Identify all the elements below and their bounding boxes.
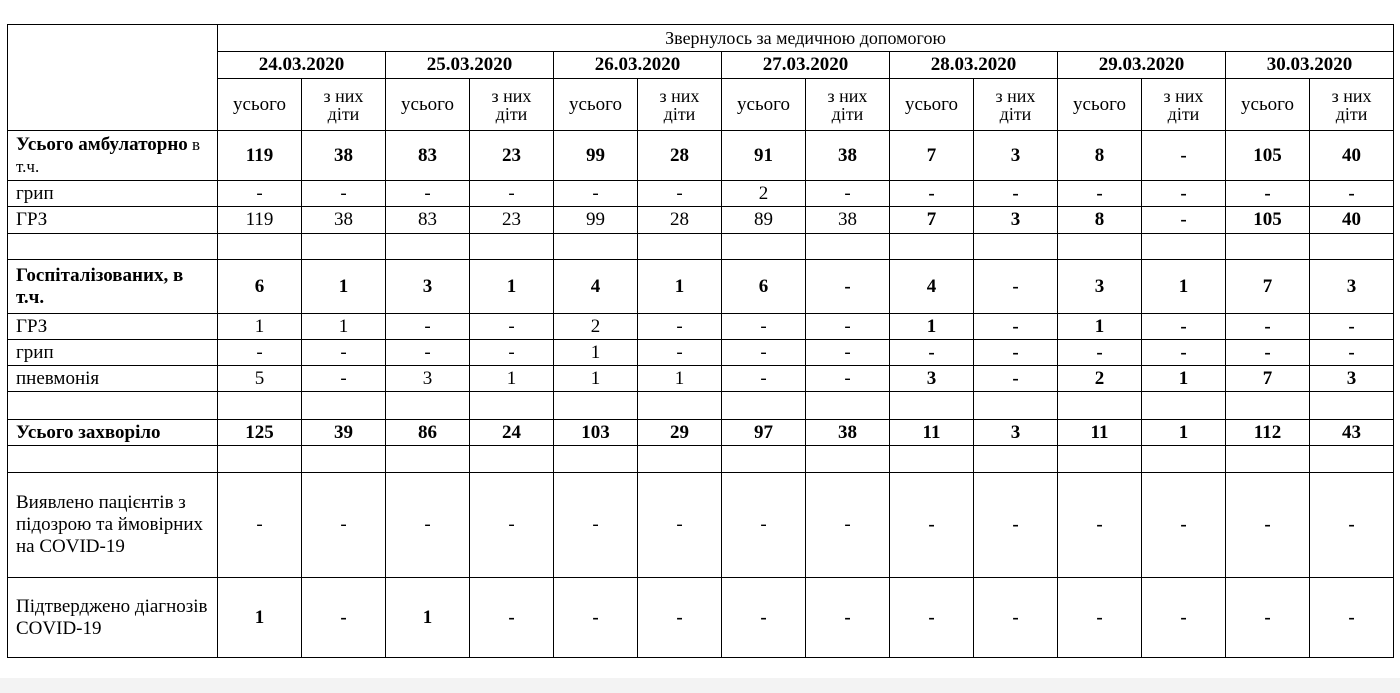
table-cell: -: [1058, 473, 1142, 578]
table-cell: -: [806, 340, 890, 366]
header-title: Звернулось за медичною допомогою: [218, 25, 1394, 52]
table-cell: 119: [218, 131, 302, 181]
subheader-children-line1: з них: [995, 85, 1036, 106]
corner-cell: [8, 25, 218, 131]
table-cell: -: [386, 473, 470, 578]
table-cell: -: [890, 473, 974, 578]
table-cell: -: [806, 366, 890, 392]
empty-cell: [722, 234, 806, 260]
table-cell: 1: [302, 260, 386, 314]
table-cell: 1: [1142, 420, 1226, 446]
table-cell: 23: [470, 207, 554, 234]
table-cell: -: [302, 578, 386, 658]
table-cell: -: [890, 181, 974, 207]
table-cell: 11: [890, 420, 974, 446]
empty-cell: [1142, 392, 1226, 420]
subheader-children-line1: з них: [323, 85, 364, 106]
subheader-children-line2: діти: [1167, 103, 1200, 124]
table-cell: 83: [386, 131, 470, 181]
table-cell: 7: [890, 131, 974, 181]
empty-cell: [554, 446, 638, 473]
empty-cell: [1058, 392, 1142, 420]
date-header: 29.03.2020: [1058, 52, 1226, 79]
table-cell: 40: [1310, 207, 1394, 234]
table-cell: 119: [218, 207, 302, 234]
table-cell: 1: [554, 366, 638, 392]
row-label: грип: [8, 181, 218, 207]
table-row: [8, 314, 1394, 340]
table-row: [8, 260, 1394, 314]
row-label: ГРЗ: [8, 314, 218, 340]
table-cell: 28: [638, 207, 722, 234]
date-header: 26.03.2020: [554, 52, 722, 79]
table-row: [8, 473, 1394, 578]
table-cell: -: [638, 473, 722, 578]
table-cell: -: [1310, 314, 1394, 340]
table-cell: 1: [218, 578, 302, 658]
table-cell: -: [638, 314, 722, 340]
row-label: грип: [8, 340, 218, 366]
empty-cell: [8, 392, 218, 420]
table-cell: -: [1226, 473, 1310, 578]
table-cell: 8: [1058, 207, 1142, 234]
empty-cell: [302, 392, 386, 420]
table-cell: 7: [890, 207, 974, 234]
row-label: пневмонія: [8, 366, 218, 392]
subheader-children: [806, 79, 890, 131]
table-cell: 38: [302, 207, 386, 234]
table-cell: 5: [218, 366, 302, 392]
table-cell: -: [1226, 340, 1310, 366]
table-cell: 2: [1058, 366, 1142, 392]
table-cell: -: [722, 340, 806, 366]
subheader-total: усього: [1226, 79, 1310, 131]
table-cell: -: [1310, 340, 1394, 366]
table-cell: -: [890, 578, 974, 658]
table-cell: 6: [722, 260, 806, 314]
subheader-children: [302, 79, 386, 131]
row-label: Виявлено пацієнтів з підозрою та ймовірних на COVID-19: [8, 473, 218, 578]
table-cell: -: [470, 340, 554, 366]
empty-cell: [974, 446, 1058, 473]
empty-cell: [8, 234, 218, 260]
subheader-total: усього: [1058, 79, 1142, 131]
table-cell: 6: [218, 260, 302, 314]
table-cell: 38: [806, 420, 890, 446]
table-cell: -: [1142, 314, 1226, 340]
table-cell: 1: [554, 340, 638, 366]
table-cell: 86: [386, 420, 470, 446]
empty-cell: [302, 234, 386, 260]
table-cell: -: [974, 260, 1058, 314]
row-label-bold: Усього захворіло: [16, 421, 161, 443]
table-cell: -: [554, 578, 638, 658]
subheader-children: [974, 79, 1058, 131]
table-cell: -: [1310, 473, 1394, 578]
table-cell: 4: [890, 260, 974, 314]
table-cell: 1: [470, 260, 554, 314]
empty-cell: [1142, 234, 1226, 260]
row-label: [8, 131, 218, 181]
table-row: [8, 366, 1394, 392]
table-cell: 105: [1226, 131, 1310, 181]
table-row: [8, 420, 1394, 446]
subheader-children-line2: діти: [327, 103, 360, 124]
table-cell: 43: [1310, 420, 1394, 446]
table-cell: -: [554, 181, 638, 207]
table-cell: -: [722, 578, 806, 658]
table-cell: -: [1226, 314, 1310, 340]
page-bottom-band: [0, 678, 1400, 693]
table-cell: -: [638, 340, 722, 366]
table-cell: -: [974, 473, 1058, 578]
table-cell: -: [218, 340, 302, 366]
table-cell: -: [470, 314, 554, 340]
subheader-children-line2: діти: [999, 103, 1032, 124]
table-cell: 1: [1142, 260, 1226, 314]
empty-cell: [806, 234, 890, 260]
empty-cell: [890, 392, 974, 420]
table-cell: 3: [1058, 260, 1142, 314]
empty-cell: [302, 446, 386, 473]
empty-cell: [386, 446, 470, 473]
row-label: Підтверджено діагнозів COVID-19: [8, 578, 218, 658]
empty-cell: [638, 446, 722, 473]
table-row: [8, 578, 1394, 658]
table-cell: -: [1058, 181, 1142, 207]
table-cell: 3: [890, 366, 974, 392]
table-cell: 4: [554, 260, 638, 314]
date-header: 28.03.2020: [890, 52, 1058, 79]
table-cell: -: [386, 314, 470, 340]
table-cell: 3: [1310, 260, 1394, 314]
table-cell: 1: [1142, 366, 1226, 392]
empty-cell: [806, 392, 890, 420]
table-cell: -: [218, 473, 302, 578]
table-cell: 2: [554, 314, 638, 340]
table-cell: -: [722, 314, 806, 340]
table-cell: -: [1142, 181, 1226, 207]
table-cell: 103: [554, 420, 638, 446]
table-cell: 3: [1310, 366, 1394, 392]
empty-cell: [386, 392, 470, 420]
empty-cell: [218, 392, 302, 420]
date-header: 24.03.2020: [218, 52, 386, 79]
table-cell: 99: [554, 207, 638, 234]
empty-cell: [1226, 392, 1310, 420]
table-cell: -: [1058, 578, 1142, 658]
date-header: 30.03.2020: [1226, 52, 1394, 79]
table-row: [8, 340, 1394, 366]
empty-cell: [890, 234, 974, 260]
table-cell: -: [890, 340, 974, 366]
table-cell: 7: [1226, 366, 1310, 392]
table-cell: 1: [302, 314, 386, 340]
empty-cell: [386, 234, 470, 260]
table-cell: -: [806, 473, 890, 578]
row-label-suffix: в т.ч.: [16, 134, 201, 176]
empty-cell: [1142, 446, 1226, 473]
table-cell: -: [1142, 473, 1226, 578]
table-cell: -: [806, 314, 890, 340]
table-cell: 7: [1226, 260, 1310, 314]
table-cell: 1: [470, 366, 554, 392]
table-cell: -: [386, 181, 470, 207]
empty-cell: [1226, 234, 1310, 260]
empty-cell: [8, 446, 218, 473]
empty-cell: [470, 392, 554, 420]
table-cell: 112: [1226, 420, 1310, 446]
covid-stats-table: [7, 24, 1394, 658]
empty-cell: [722, 446, 806, 473]
table-cell: -: [638, 181, 722, 207]
empty-cell: [806, 446, 890, 473]
empty-cell: [974, 392, 1058, 420]
table-cell: 3: [386, 260, 470, 314]
row-label: ГРЗ: [8, 207, 218, 234]
table-cell: 125: [218, 420, 302, 446]
table-cell: -: [1142, 131, 1226, 181]
spacer-row: [8, 234, 1394, 260]
table-cell: 38: [806, 207, 890, 234]
table-cell: -: [722, 366, 806, 392]
empty-cell: [1058, 446, 1142, 473]
table-cell: -: [218, 181, 302, 207]
empty-cell: [554, 234, 638, 260]
empty-cell: [470, 234, 554, 260]
spacer-row: [8, 446, 1394, 473]
table-cell: 2: [722, 181, 806, 207]
table-cell: 97: [722, 420, 806, 446]
table-cell: 1: [638, 260, 722, 314]
empty-cell: [470, 446, 554, 473]
table-cell: -: [470, 181, 554, 207]
table-cell: -: [470, 473, 554, 578]
empty-cell: [1226, 446, 1310, 473]
table-cell: -: [1058, 340, 1142, 366]
subheader-total: усього: [890, 79, 974, 131]
empty-cell: [722, 392, 806, 420]
table-cell: 3: [386, 366, 470, 392]
subheader-children: [638, 79, 722, 131]
table-cell: 91: [722, 131, 806, 181]
table-cell: 1: [218, 314, 302, 340]
table-cell: -: [806, 181, 890, 207]
empty-cell: [1058, 234, 1142, 260]
date-header: 25.03.2020: [386, 52, 554, 79]
empty-cell: [890, 446, 974, 473]
empty-cell: [1310, 446, 1394, 473]
table-cell: 89: [722, 207, 806, 234]
row-label: [8, 260, 218, 314]
empty-cell: [638, 234, 722, 260]
table-cell: -: [554, 473, 638, 578]
table-cell: -: [806, 578, 890, 658]
table-cell: 40: [1310, 131, 1394, 181]
subheader-children-line1: з них: [1163, 85, 1204, 106]
empty-cell: [554, 392, 638, 420]
table-row: [8, 207, 1394, 234]
empty-cell: [218, 446, 302, 473]
table-cell: 83: [386, 207, 470, 234]
row-label: [8, 420, 218, 446]
subheader-total: усього: [722, 79, 806, 131]
subheader-total: усього: [554, 79, 638, 131]
table-cell: 38: [806, 131, 890, 181]
subheader-children: [1310, 79, 1394, 131]
row-label-bold: Госпіталізованих, в т.ч.: [16, 264, 184, 308]
table-cell: -: [974, 314, 1058, 340]
table-cell: -: [1142, 578, 1226, 658]
subheader-children-line2: діти: [831, 103, 864, 124]
table-cell: -: [1310, 181, 1394, 207]
table-cell: 3: [974, 207, 1058, 234]
table-cell: 99: [554, 131, 638, 181]
table-cell: 8: [1058, 131, 1142, 181]
empty-cell: [218, 234, 302, 260]
table-cell: 105: [1226, 207, 1310, 234]
table-row: [8, 131, 1394, 181]
subheader-children: [470, 79, 554, 131]
subheader-children-line1: з них: [659, 85, 700, 106]
table-cell: -: [974, 366, 1058, 392]
spacer-row: [8, 392, 1394, 420]
table-cell: 23: [470, 131, 554, 181]
empty-cell: [974, 234, 1058, 260]
table-cell: -: [1142, 340, 1226, 366]
table-row: [8, 181, 1394, 207]
table-cell: -: [974, 340, 1058, 366]
table-cell: -: [1142, 207, 1226, 234]
table-cell: -: [974, 181, 1058, 207]
table-cell: 29: [638, 420, 722, 446]
subheader-children-line2: діти: [1335, 103, 1368, 124]
table-cell: -: [302, 181, 386, 207]
table-cell: -: [806, 260, 890, 314]
subheader-children-line1: з них: [827, 85, 868, 106]
table-cell: 1: [638, 366, 722, 392]
subheader-total: усього: [218, 79, 302, 131]
table-cell: -: [386, 340, 470, 366]
table-cell: -: [722, 473, 806, 578]
table-cell: -: [1226, 578, 1310, 658]
table-cell: -: [302, 366, 386, 392]
subheader-children-line2: діти: [663, 103, 696, 124]
empty-cell: [1310, 234, 1394, 260]
table-cell: -: [638, 578, 722, 658]
table-cell: -: [302, 340, 386, 366]
table-cell: -: [1310, 578, 1394, 658]
empty-cell: [1310, 392, 1394, 420]
table-cell: 11: [1058, 420, 1142, 446]
subheader-children-line1: з них: [491, 85, 532, 106]
table-cell: 1: [1058, 314, 1142, 340]
table-cell: 39: [302, 420, 386, 446]
table-cell: 38: [302, 131, 386, 181]
table-cell: -: [974, 578, 1058, 658]
table-cell: 28: [638, 131, 722, 181]
subheader-children: [1142, 79, 1226, 131]
table-cell: -: [470, 578, 554, 658]
table-cell: 1: [386, 578, 470, 658]
subheader-children-line2: діти: [495, 103, 528, 124]
table-cell: 1: [890, 314, 974, 340]
table-cell: -: [1226, 181, 1310, 207]
table-cell: 24: [470, 420, 554, 446]
subheader-total: усього: [386, 79, 470, 131]
table-cell: -: [302, 473, 386, 578]
date-header: 27.03.2020: [722, 52, 890, 79]
table-cell: 3: [974, 420, 1058, 446]
empty-cell: [638, 392, 722, 420]
table-cell: 3: [974, 131, 1058, 181]
subheader-children-line1: з них: [1331, 85, 1372, 106]
row-label-bold: Усього амбулаторно: [16, 133, 188, 155]
